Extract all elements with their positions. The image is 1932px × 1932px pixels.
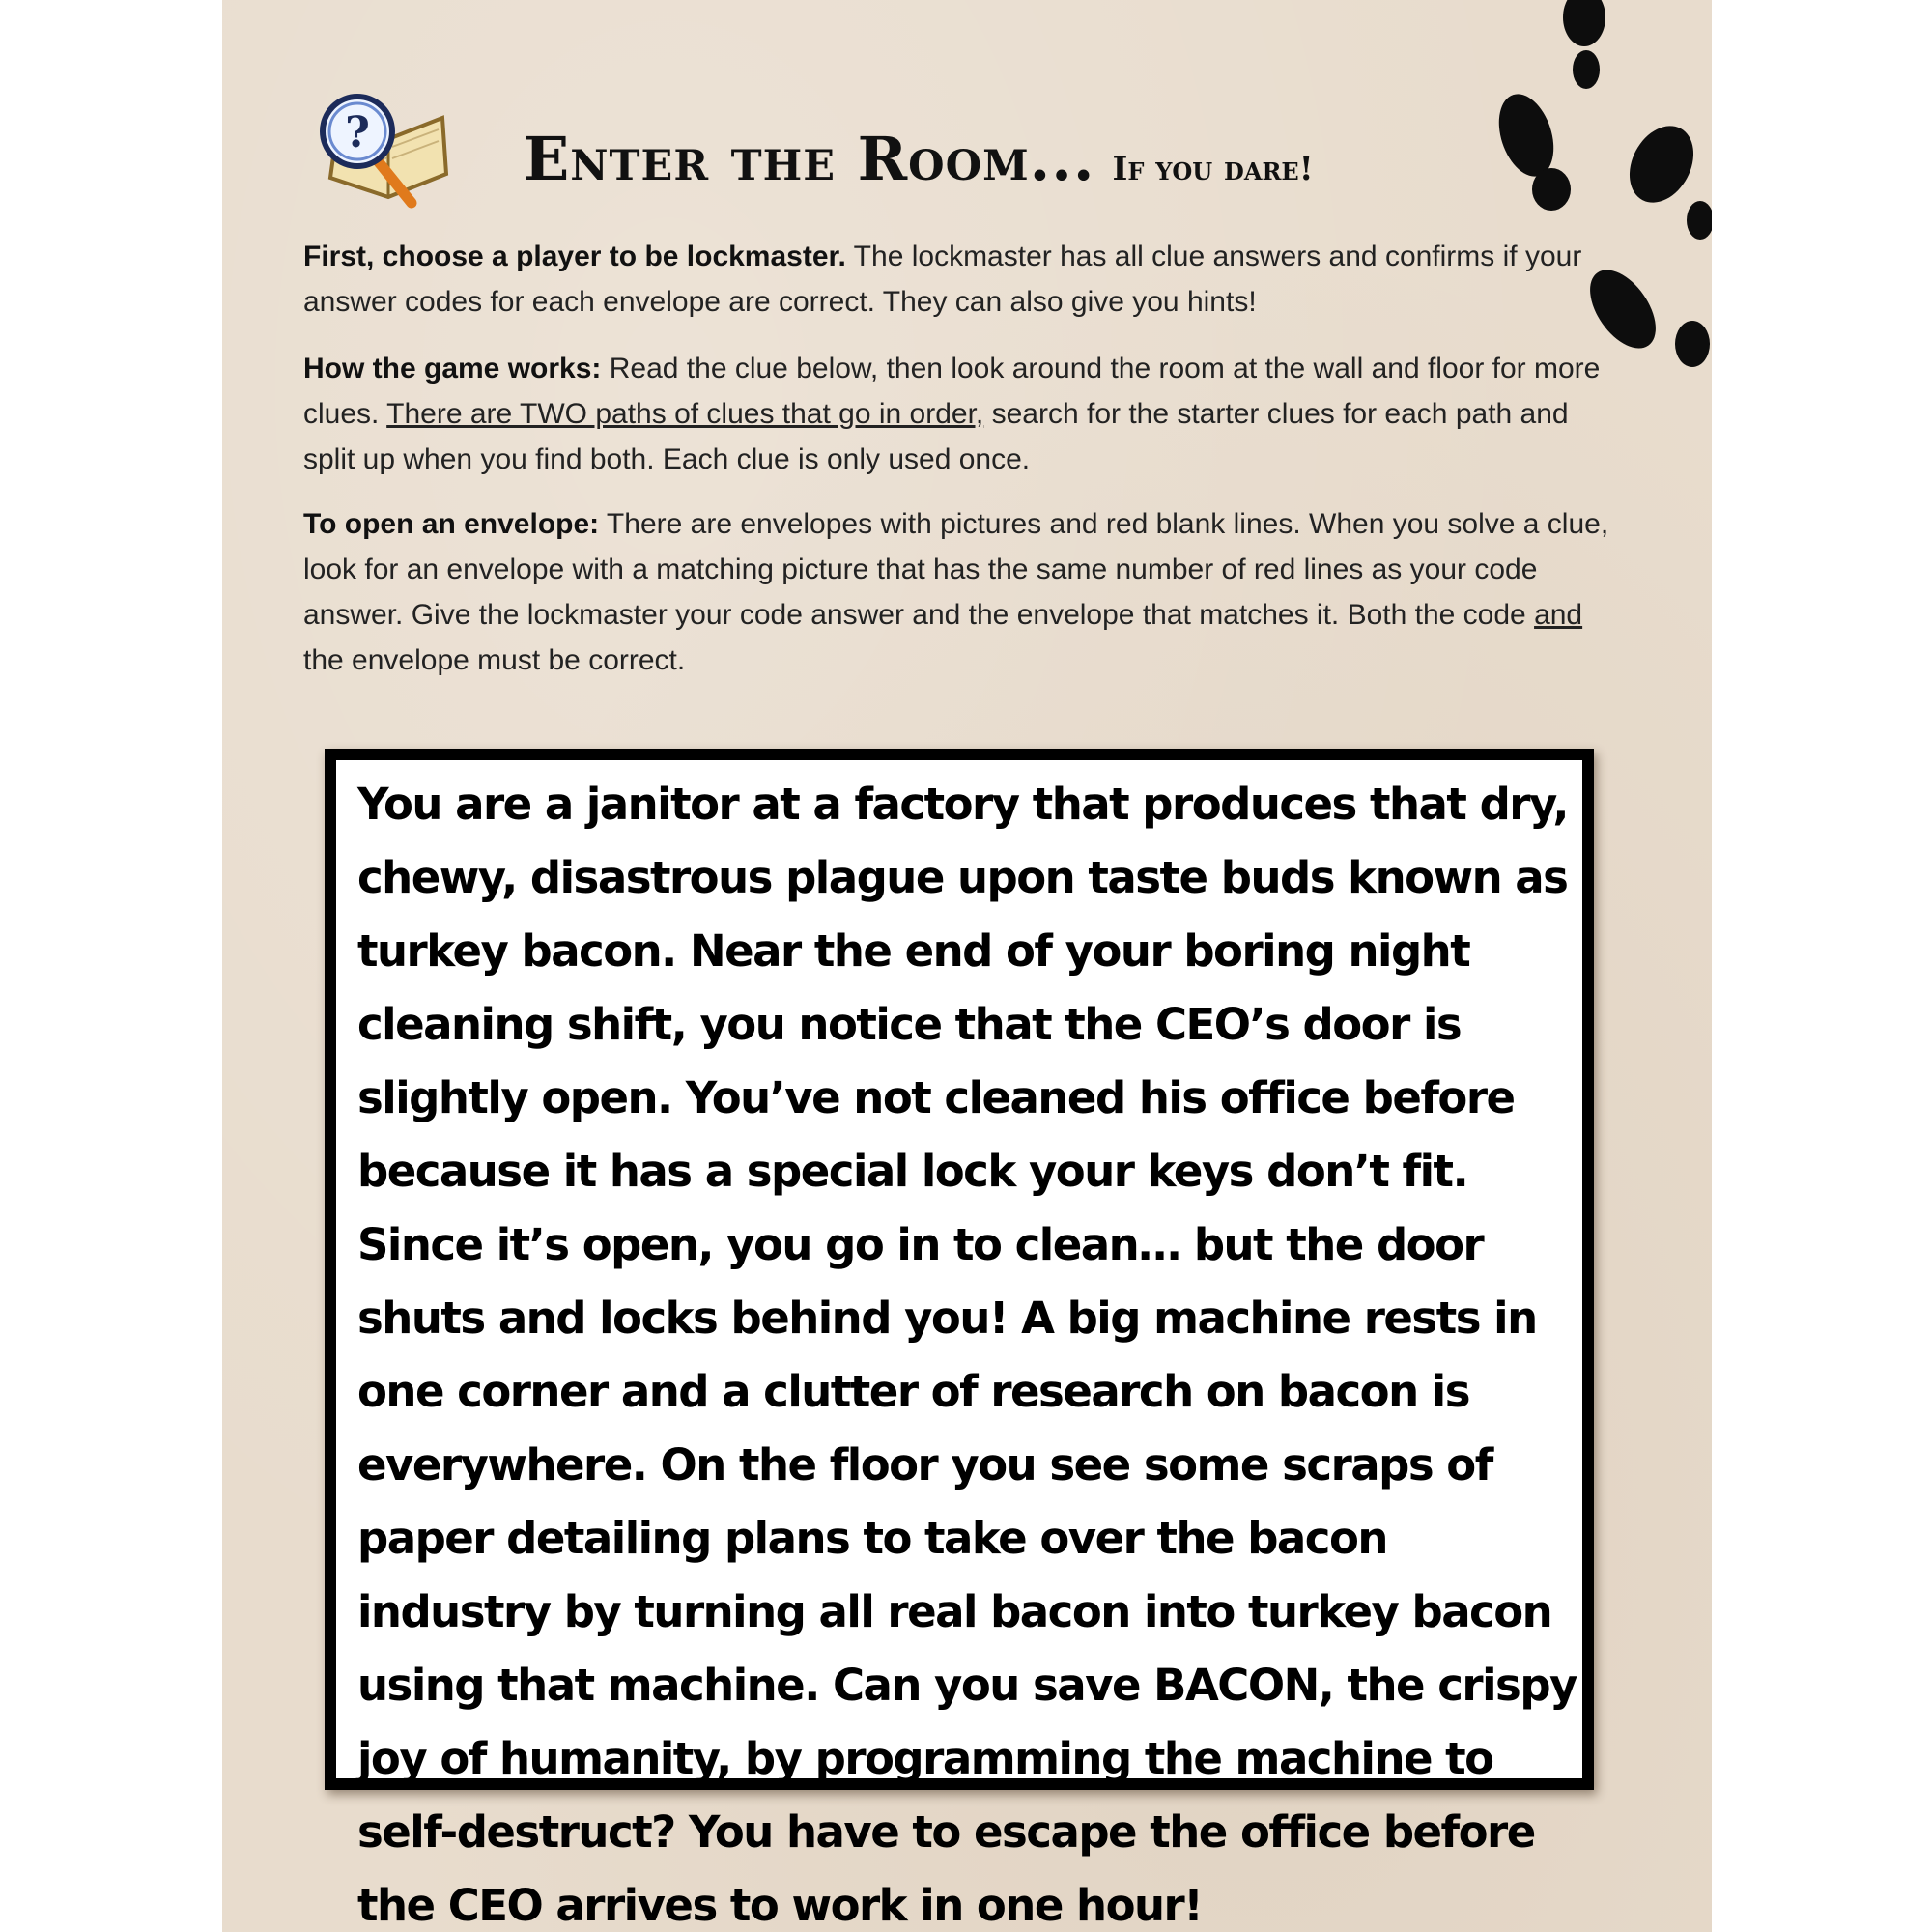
instruction-text: the envelope must be correct.	[303, 644, 686, 676]
instruction-emphasis: and	[1534, 599, 1583, 631]
svg-text:?: ?	[345, 108, 370, 157]
story-box	[325, 749, 1594, 1931]
instruction-text: The lockmaster has all clue answers and confirms if your answer codes for each envelope are correct. They can also give you hints!	[303, 241, 1582, 318]
instruction-how-game-works	[303, 346, 1627, 482]
instruction-text: Read the clue below, then look around the room at the wall and floor for more clues.	[303, 353, 1601, 430]
instruction-text: There are envelopes with pictures and red blank lines. When you solve a clue, look for an envelope with a matching picture that has the same number of red lines as your code answer. Give the lockmaster your code answer and the envelope that matches it. Both the code	[303, 508, 1609, 631]
instruction-page	[222, 0, 1712, 1932]
instruction-label: To open an envelope:	[303, 508, 600, 540]
title-subtitle: If you dare!	[1112, 150, 1314, 188]
instruction-text: search for the starter clues for each path and split up when you find both. Each clue is only used once.	[303, 398, 1569, 475]
page-title	[524, 124, 1490, 211]
instruction-lockmaster	[303, 234, 1627, 325]
story-text: You are a janitor at a factory that produces that dry, chewy, disastrous plague upon taste buds known as turkey bacon. Near the end of your boring night cleaning shift, you notice that the CEO’s door is slightly open. You’ve not cleaned his office before because it has a special lock your keys don’t fit. Since it’s open, you go in to clean… but the door shuts and locks behind you! A big machine rests in one corner and a clutter of research on bacon is everywhere. On the floor you see some scraps of paper detailing plans to take over the bacon industry by turning all real bacon into turkey bacon using that machine. Can you save BACON, the crispy joy of humanity, by programming the machine to self-destruct? You have to escape the office before the CEO arrives to work in one hour!	[357, 779, 1577, 1931]
instruction-label: How the game works:	[303, 353, 602, 384]
title-main: Enter the Room...	[524, 124, 1095, 194]
instruction-open-envelope	[303, 501, 1627, 683]
instruction-label: First, choose a player to be lockmaster.	[303, 241, 846, 272]
instruction-emphasis: There are TWO paths of clues that go in order,	[386, 398, 984, 430]
book-magnifier-question-icon	[311, 89, 466, 214]
